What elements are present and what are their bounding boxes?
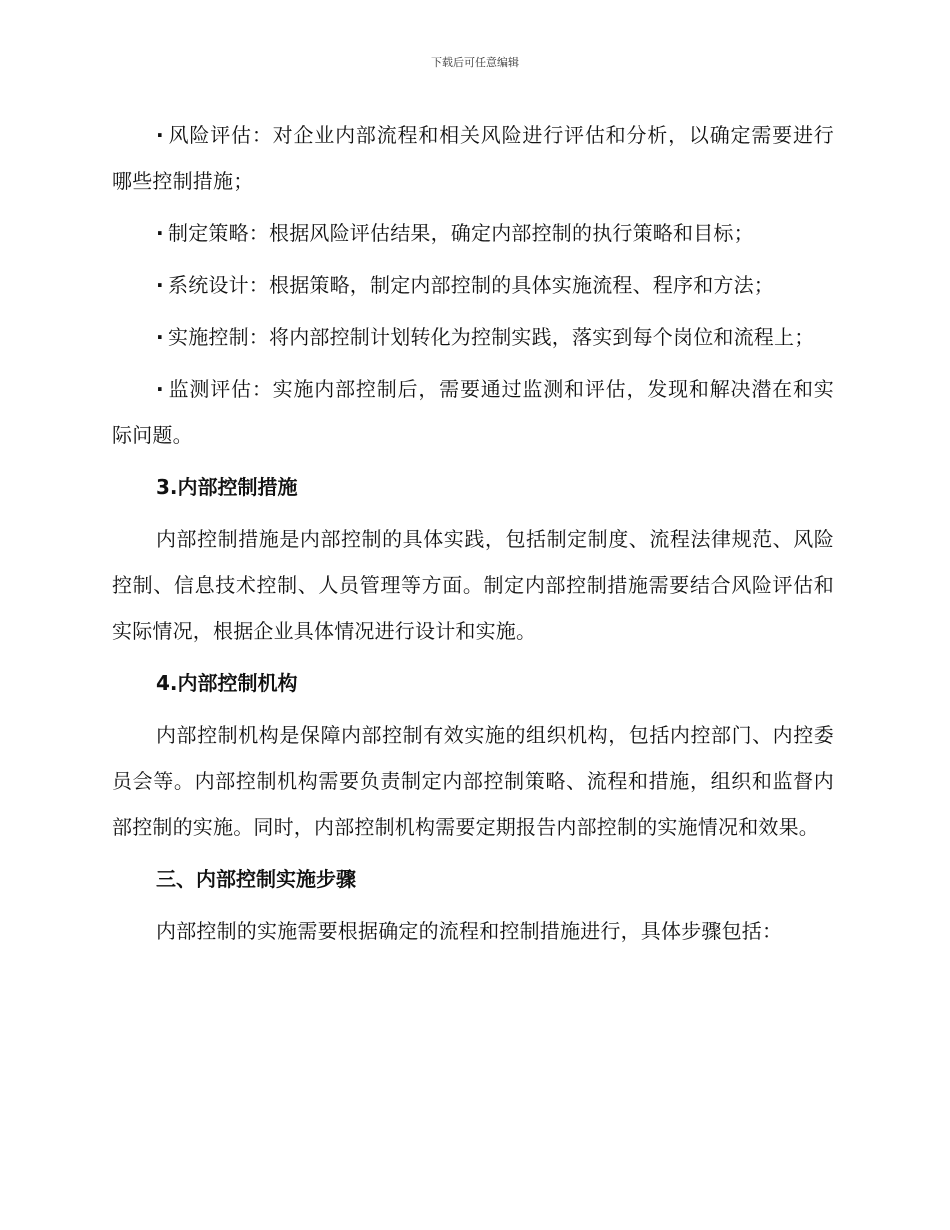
section-paragraph: 内部控制的实施需要根据确定的流程和控制措施进行，具体步骤包括：	[156, 919, 783, 943]
bullet-item	[112, 210, 834, 256]
document-body	[112, 112, 834, 960]
bullet-item	[112, 112, 834, 204]
bullet-marker: ·	[156, 273, 164, 297]
bullet-marker: ·	[156, 377, 164, 401]
bullet-marker: ·	[156, 221, 164, 245]
section-paragraph: 内部控制措施是内部控制的具体实践，包括制定制度、流程法律规范、风险控制、信息技术控制、人员管理等方面。制定内部控制措施需要结合风险评估和实际情况，根据企业具体情况进行设计和实施。	[112, 527, 834, 643]
bullet-text: 系统设计：根据策略，制定内部控制的具体实施流程、程序和方法；	[168, 273, 774, 297]
bullet-marker: ·	[156, 123, 164, 147]
bullet-text: 监测评估：实施内部控制后，需要通过监测和评估，发现和解决潜在和实际问题。	[112, 377, 834, 447]
bullet-marker: ·	[156, 325, 164, 349]
section-heading: 3.内部控制措施	[156, 475, 298, 499]
section-heading: 4.内部控制机构	[156, 671, 298, 695]
section-heading: 三、内部控制实施步骤	[156, 867, 356, 891]
bullet-text: 风险评估：对企业内部流程和相关风险进行评估和分析，以确定需要进行哪些控制措施；	[112, 123, 834, 193]
page-header: 下载后可任意编辑	[431, 56, 519, 69]
section-paragraph: 内部控制机构是保障内部控制有效实施的组织机构，包括内控部门、内控委员会等。内部控制机构需要负责制定内部控制策略、流程和措施，组织和监督内部控制的实施。同时，内部控制机构需要定期报告内部控制的实施情况和效果。	[112, 723, 834, 839]
bullet-text: 实施控制：将内部控制计划转化为控制实践，落实到每个岗位和流程上；	[168, 325, 815, 349]
bullet-item	[112, 262, 834, 308]
bullet-item	[112, 366, 834, 458]
bullet-item	[112, 314, 834, 360]
bullet-text: 制定策略：根据风险评估结果，确定内部控制的执行策略和目标；	[168, 221, 754, 245]
